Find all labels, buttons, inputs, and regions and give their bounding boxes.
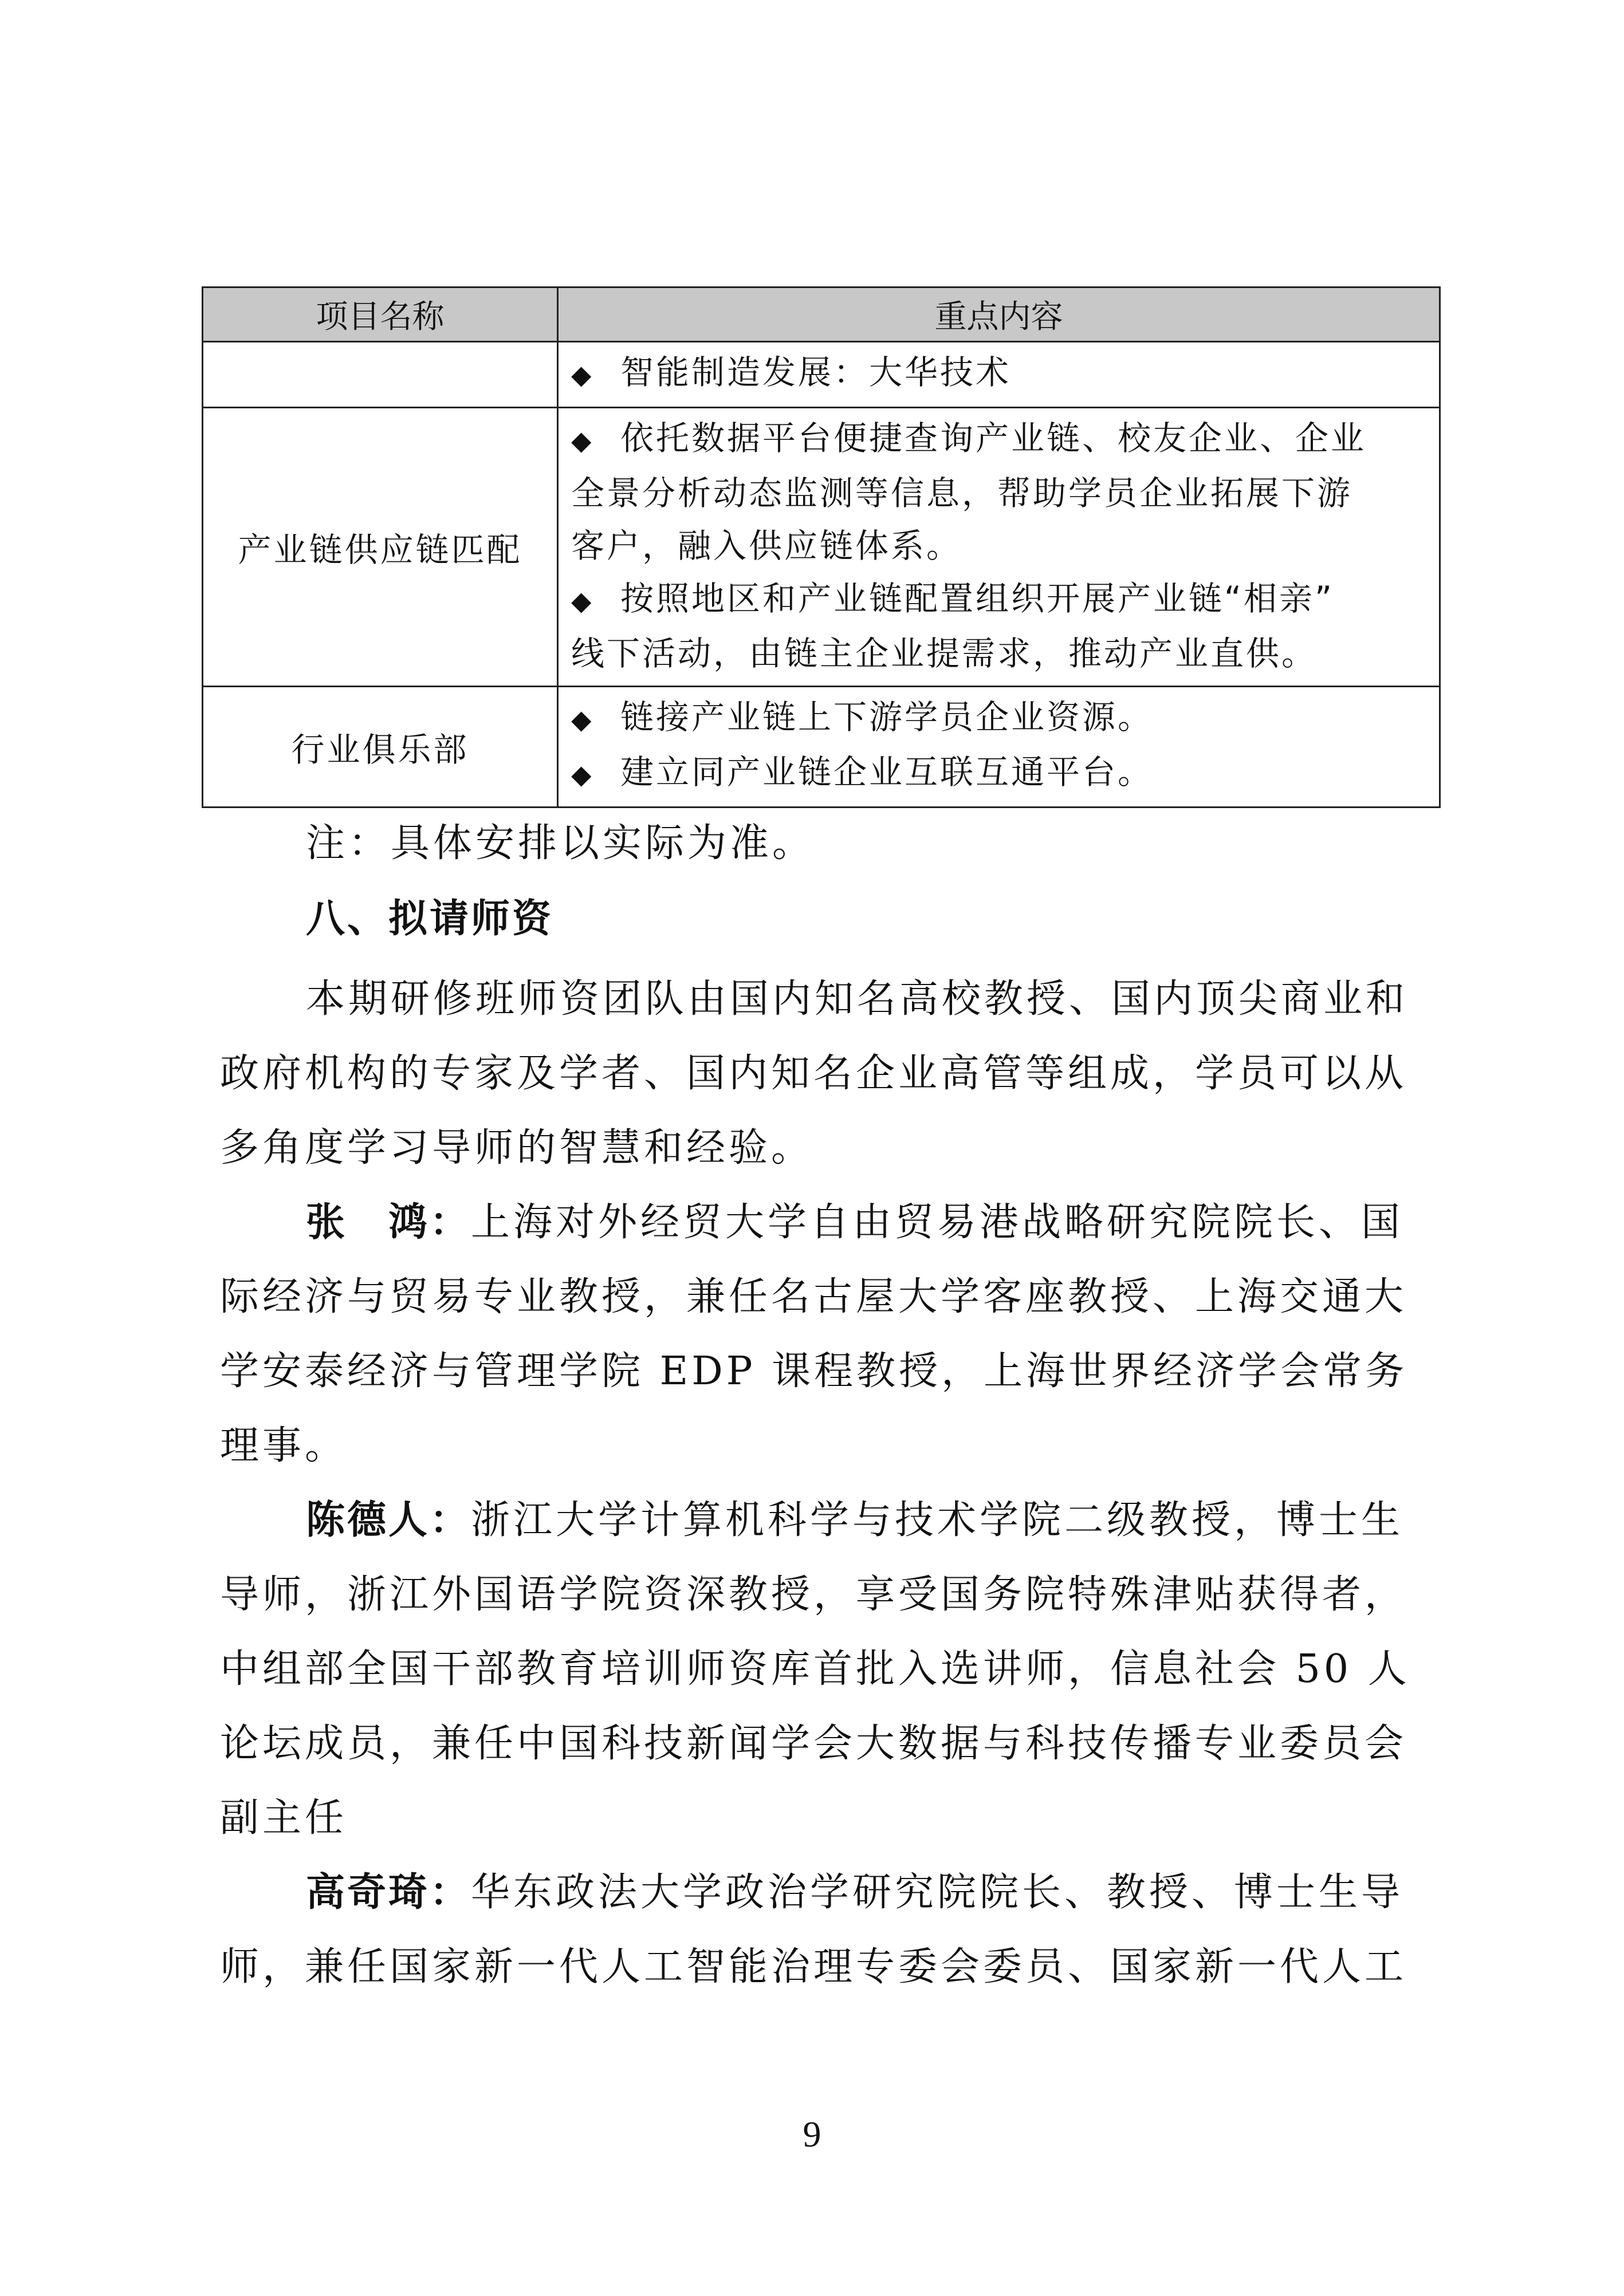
table-row [203,687,1440,808]
header-project-name: 项目名称 [203,288,558,342]
teacher-name: 陈德人： [306,1498,471,1543]
intro-line: 政府机构的专家及学者、国内知名企业高管等组成，学员可以从 [220,1051,1407,1096]
diamond-bullet-icon: ◆ [571,585,594,616]
intro-line: 多角度学习导师的智慧和经验。 [220,1125,814,1171]
teacher-entry-line: 陈德人：浙江大学计算机科学与技术学院二级教授，博士生 [306,1498,1404,1543]
teacher-bio-line: 中组部全国干部教育培训师资库首批入选讲师，信息社会 50 人 [220,1647,1410,1692]
row-name: 产业链供应链匹配 [203,408,558,687]
table-header-row [203,288,1440,342]
row-content [558,342,1440,408]
bullet-item: ◆ 依托数据平台便捷查询产业链、校友企业、企业 [571,412,1426,467]
row-content: ◆ 依托数据平台便捷查询产业链、校友企业、企业 全景分析动态监测等信息，帮助学员企业拓展下游 客户，融入供应链体系。 ◆ 按照地区和产业链配置组织开展产业链“相亲” 线下活动，由链主企业提需求，推动产业直供。 [558,408,1440,687]
teacher-bio-line: 导师，浙江外国语学院资深教授，享受国务院特殊津贴获得者， [220,1572,1407,1617]
bullet-item: ◆ 建立同产业链企业互联互通平台。 [571,746,1426,801]
bullet-item: ◆ 按照地区和产业链配置组织开展产业链“相亲” [571,572,1426,627]
row-name: 行业俱乐部 [203,687,558,808]
table-row [203,408,1440,687]
row-content [558,687,1440,808]
teacher-entry-line: 张 鸿：上海对外经贸大学自由贸易港战略研究院院长、国 [306,1200,1404,1245]
teacher-bio-line: 学安泰经济与管理学院 EDP 课程教授，上海世界经济学会常务 [220,1349,1408,1394]
teacher-name: 张 鸿： [306,1200,471,1245]
intro-line: 本期研修班师资团队由国内知名高校教授、国内顶尖商业和 [306,976,1409,1022]
diamond-bullet-icon: ◆ [571,704,594,735]
bullet-item: ◆ 链接产业链上下游学员企业资源。 [571,691,1426,746]
teacher-bio-line: 理事。 [220,1423,348,1468]
table-note: 注：具体安排以实际为准。 [306,821,815,866]
teacher-entry-line: 高奇琦：华东政法大学政治学研究院院长、教授、博士生导 [306,1870,1404,1915]
header-key-content: 重点内容 [558,288,1440,342]
row-name [203,342,558,408]
diamond-bullet-icon: ◆ [571,425,594,456]
teacher-name: 高奇琦： [306,1870,471,1915]
diamond-bullet-icon: ◆ [571,359,594,390]
teacher-bio-line: 际经济与贸易专业教授，兼任名古屋大学客座教授、上海交通大 [220,1274,1407,1320]
table-row [203,342,1440,408]
section-heading: 八、拟请师资 [306,896,554,942]
schedule-table [202,286,1441,808]
diamond-bullet-icon: ◆ [571,759,594,790]
teacher-bio-line: 师，兼任国家新一代人工智能治理专委会委员、国家新一代人工 [220,1944,1407,1990]
teacher-bio-line: 副主任 [220,1795,348,1841]
bullet-item: ◆ 智能制造发展：大华技术 [571,346,1426,401]
teacher-bio-line: 论坛成员，兼任中国科技新闻学会大数据与科技传播专业委员会 [220,1721,1407,1766]
page-number: 9 [803,2114,821,2155]
